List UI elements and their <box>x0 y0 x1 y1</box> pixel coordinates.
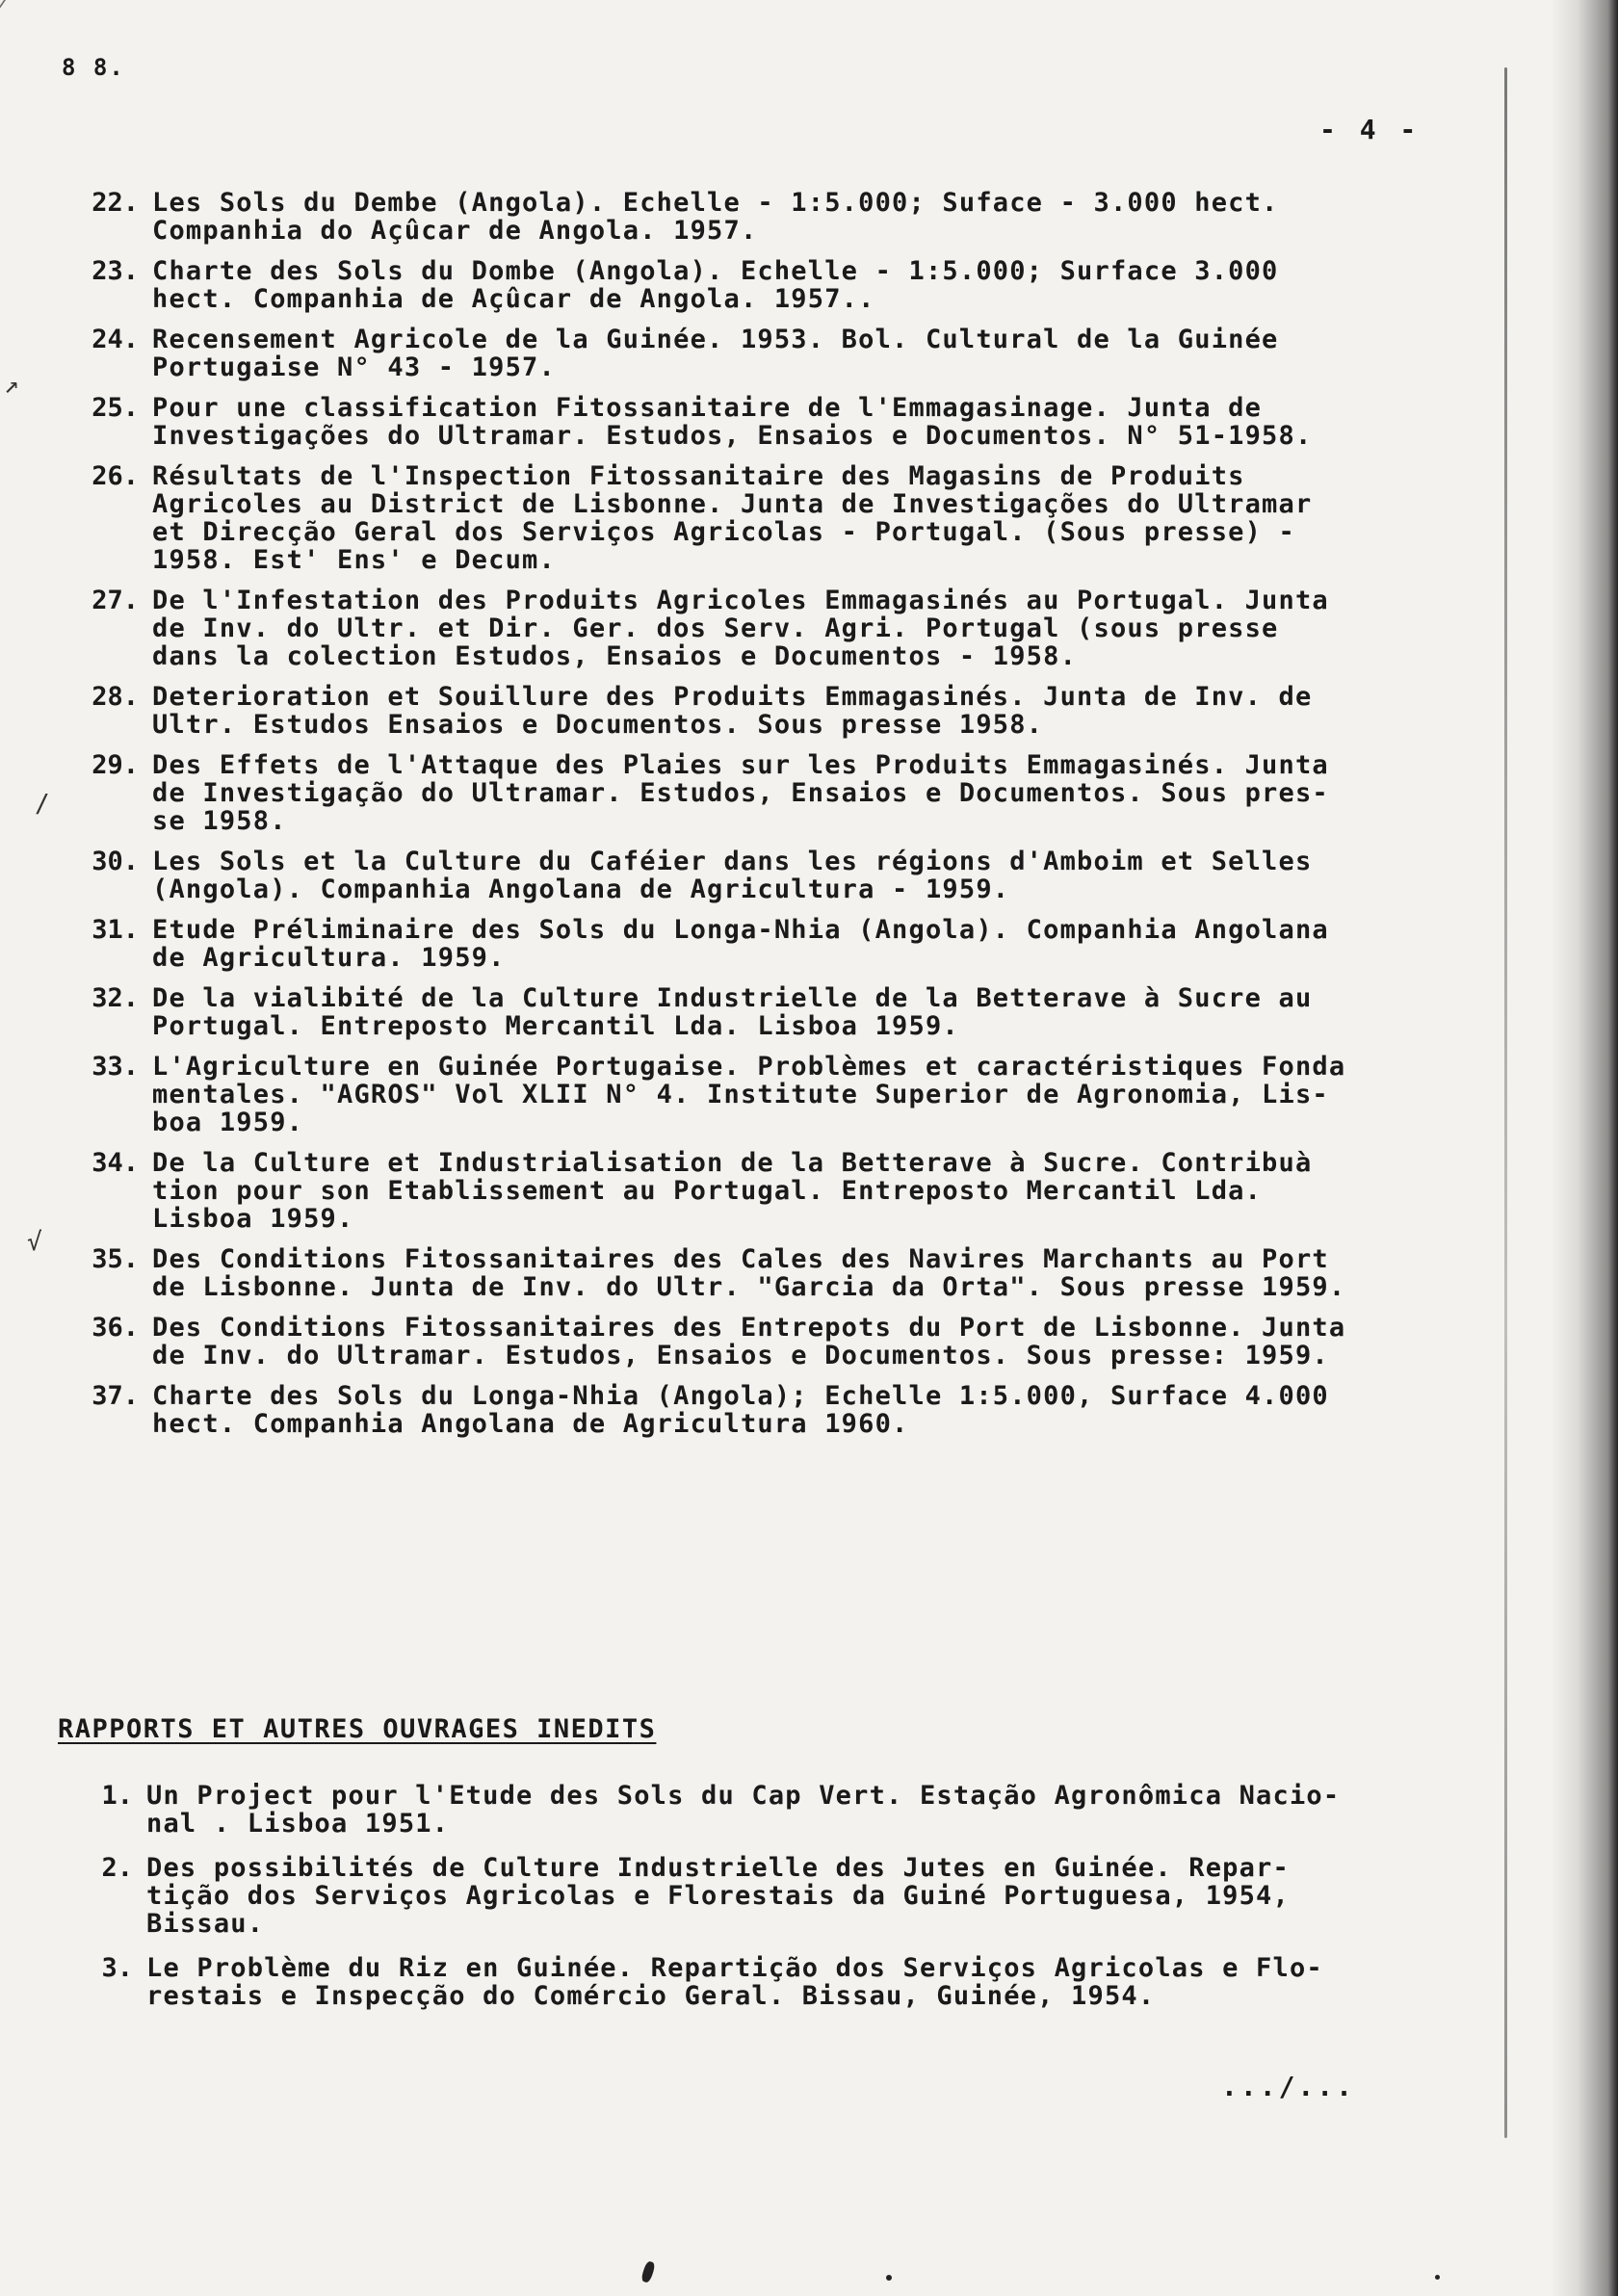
list-item <box>69 1245 1495 1301</box>
item-text: Recensement Agricole de la Guinée. 1953. Bol. Cultural de la Guinée Portugaise N° 43 - 1957. <box>152 325 1279 382</box>
list-item <box>69 916 1495 972</box>
item-number: 33. <box>91 1052 139 1082</box>
item-text: De la vialibité de la Culture Industrielle de la Betterave à Sucre au Portugal. Entreposto Mercantil Lda. Lisboa 1959. <box>152 983 1313 1041</box>
list-item <box>69 394 1495 450</box>
item-text: Charte des Sols du Dombe (Angola). Echelle - 1:5.000; Surface 3.000 hect. Companhia de Açûcar de Angola. 1957.. <box>152 256 1279 314</box>
margin-tick-mark: √ <box>27 1228 42 1257</box>
ink-speck <box>886 2275 892 2281</box>
list-item <box>69 1053 1495 1136</box>
item-text: L'Agriculture en Guinée Portugaise. Problèmes et caractéristiques Fonda mentales. "AGROS" Vol XLII N° 4. Institute Superior de Agronomia, Lis- boa 1959. <box>152 1052 1346 1137</box>
reports-list <box>58 1782 1493 2026</box>
list-item <box>69 1382 1495 1438</box>
list-item <box>69 848 1495 903</box>
item-number: 23. <box>91 256 139 286</box>
item-number: 1. <box>101 1781 133 1811</box>
item-number: 30. <box>91 847 139 876</box>
item-number: 36. <box>91 1313 139 1343</box>
item-text: Deterioration et Souillure des Produits Emmagasinés. Junta de Inv. de Ultr. Estudos Ensaios e Documentos. Sous presse 1958. <box>152 682 1313 740</box>
list-item <box>58 1854 1493 1938</box>
item-number: 25. <box>91 393 139 423</box>
item-number: 31. <box>91 915 139 945</box>
list-item <box>69 751 1495 835</box>
paper-edge-line <box>1504 67 1507 2138</box>
header-mark: 8 8. <box>62 54 125 81</box>
item-text: De la Culture et Industrialisation de la Betterave à Sucre. Contribuà tion pour son Etablissement au Portugal. Entreposto Mercantil Lda. Lisboa 1959. <box>152 1148 1313 1234</box>
item-text: Charte des Sols du Longa-Nhia (Angola); Echelle 1:5.000, Surface 4.000 hect. Companhia Angolana de Agricultura 1960. <box>152 1381 1329 1439</box>
item-number: 37. <box>91 1381 139 1411</box>
list-item <box>69 683 1495 739</box>
page-number: - 4 - <box>1319 114 1421 145</box>
item-number: 32. <box>91 983 139 1013</box>
list-item <box>69 326 1495 381</box>
item-number: 24. <box>91 325 139 354</box>
list-item <box>69 1314 1495 1370</box>
list-item <box>69 1149 1495 1233</box>
ink-speck <box>1435 2275 1440 2280</box>
list-item <box>69 189 1495 245</box>
item-number: 35. <box>91 1244 139 1274</box>
margin-slash-mark: / <box>35 790 50 819</box>
continued-marker: .../... <box>1221 2071 1356 2102</box>
item-text: Pour une classification Fitossanitaire de l'Emmagasinage. Junta de Investigações do Ultramar. Estudos, Ensaios e Documentos. N° 51-1958. <box>152 393 1313 451</box>
scan-edge-shadow <box>1551 0 1618 2296</box>
item-number: 26. <box>91 461 139 491</box>
item-number: 22. <box>91 188 139 218</box>
ink-speck <box>640 2260 656 2283</box>
item-text: Les Sols et la Culture du Caféier dans les régions d'Amboim et Selles (Angola). Companhia Angolana de Agricultura - 1959. <box>152 847 1313 904</box>
list-item <box>69 257 1495 313</box>
list-item <box>69 984 1495 1040</box>
item-number: 27. <box>91 586 139 615</box>
list-item <box>69 462 1495 574</box>
list-item <box>58 1954 1493 2010</box>
list-item <box>69 587 1495 670</box>
item-text: Des Conditions Fitossanitaires des Entrepots du Port de Lisbonne. Junta de Inv. do Ultramar. Estudos, Ensaios e Documentos. Sous presse: 1959. <box>152 1313 1346 1370</box>
item-text: Résultats de l'Inspection Fitossanitaire des Magasins de Produits Agricoles au District de Lisbonne. Junta de Investigações do Ultramar et Direcção Geral dos Serviços Agricolas - Portugal. (Sous presse) - 1958. Est' Ens' e Decum. <box>152 461 1313 575</box>
item-text: De l'Infestation des Produits Agricoles Emmagasinés au Portugal. Junta de Inv. do Ultr. et Dir. Ger. dos Serv. Agri. Portugal (sous presse dans la colection Estudos, Ensaios e Documentos - 1958. <box>152 586 1329 671</box>
item-number: 34. <box>91 1148 139 1178</box>
list-item <box>58 1782 1493 1838</box>
item-text: Un Project pour l'Etude des Sols du Cap Vert. Estação Agronômica Nacio- nal . Lisboa 1951. <box>146 1781 1341 1839</box>
item-text: Les Sols du Dembe (Angola). Echelle - 1:5.000; Suface - 3.000 hect. Companhia do Açûcar de Angola. 1957. <box>152 188 1279 246</box>
item-number: 29. <box>91 750 139 780</box>
section-heading: RAPPORTS ET AUTRES OUVRAGES INEDITS <box>58 1714 657 1744</box>
item-text: Des Effets de l'Attaque des Plaies sur les Produits Emmagasinés. Junta de Investigação do Ultramar. Estudos, Ensaios e Documentos. Sous pres- se 1958. <box>152 750 1329 836</box>
corner-pen-mark <box>0 0 44 58</box>
item-number: 28. <box>91 682 139 712</box>
item-text: Etude Préliminaire des Sols du Longa-Nhia (Angola). Companhia Angolana de Agricultura. 1959. <box>152 915 1329 973</box>
publication-list <box>69 189 1495 1450</box>
item-text: Des Conditions Fitossanitaires des Cales des Navires Marchants au Port de Lisbonne. Junta de Inv. do Ultr. "Garcia da Orta". Sous presse 1959. <box>152 1244 1346 1302</box>
item-text: Des possibilités de Culture Industrielle des Jutes en Guinée. Repar- tição dos Serviços Agricolas e Florestais da Guiné Portuguesa, 1954, Bissau. <box>146 1853 1290 1939</box>
item-text: Le Problème du Riz en Guinée. Repartição dos Serviços Agricolas e Flo- restais e Inspecção do Comércio Geral. Bissau, Guinée, 1954. <box>146 1953 1323 2011</box>
margin-check-mark: ↗ <box>4 371 19 400</box>
item-number: 2. <box>101 1853 133 1883</box>
item-number: 3. <box>101 1953 133 1983</box>
